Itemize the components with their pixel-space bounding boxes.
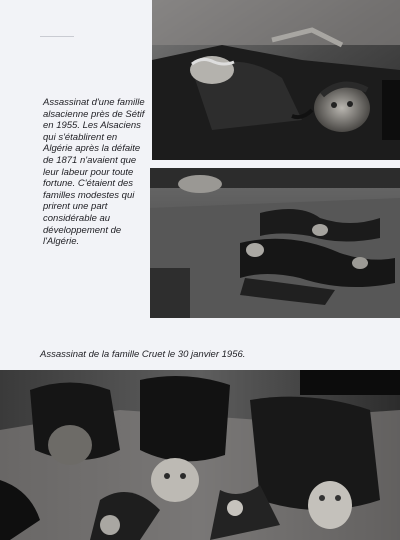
side-caption: Assassinat d'une famille alsacienne près de Sétif en 1955. Les Alsaciens qui s'établirent en Algérie après la défaite de 1871 n'avaient que leur labeur pour toute fortune. C'étaient des familles modestes qui prirent une part considérable au développement de l'Algérie. bbox=[43, 97, 145, 248]
photo-bottom bbox=[0, 370, 400, 540]
photo-middle bbox=[150, 168, 400, 318]
photo-bottom-image bbox=[0, 370, 400, 540]
bottom-caption: Assassinat de la famille Cruet le 30 janvier 1956. bbox=[40, 349, 246, 360]
photo-middle-image bbox=[150, 168, 400, 318]
divider-line bbox=[40, 36, 74, 37]
photo-top bbox=[152, 0, 400, 160]
photo-top-image bbox=[152, 0, 400, 160]
